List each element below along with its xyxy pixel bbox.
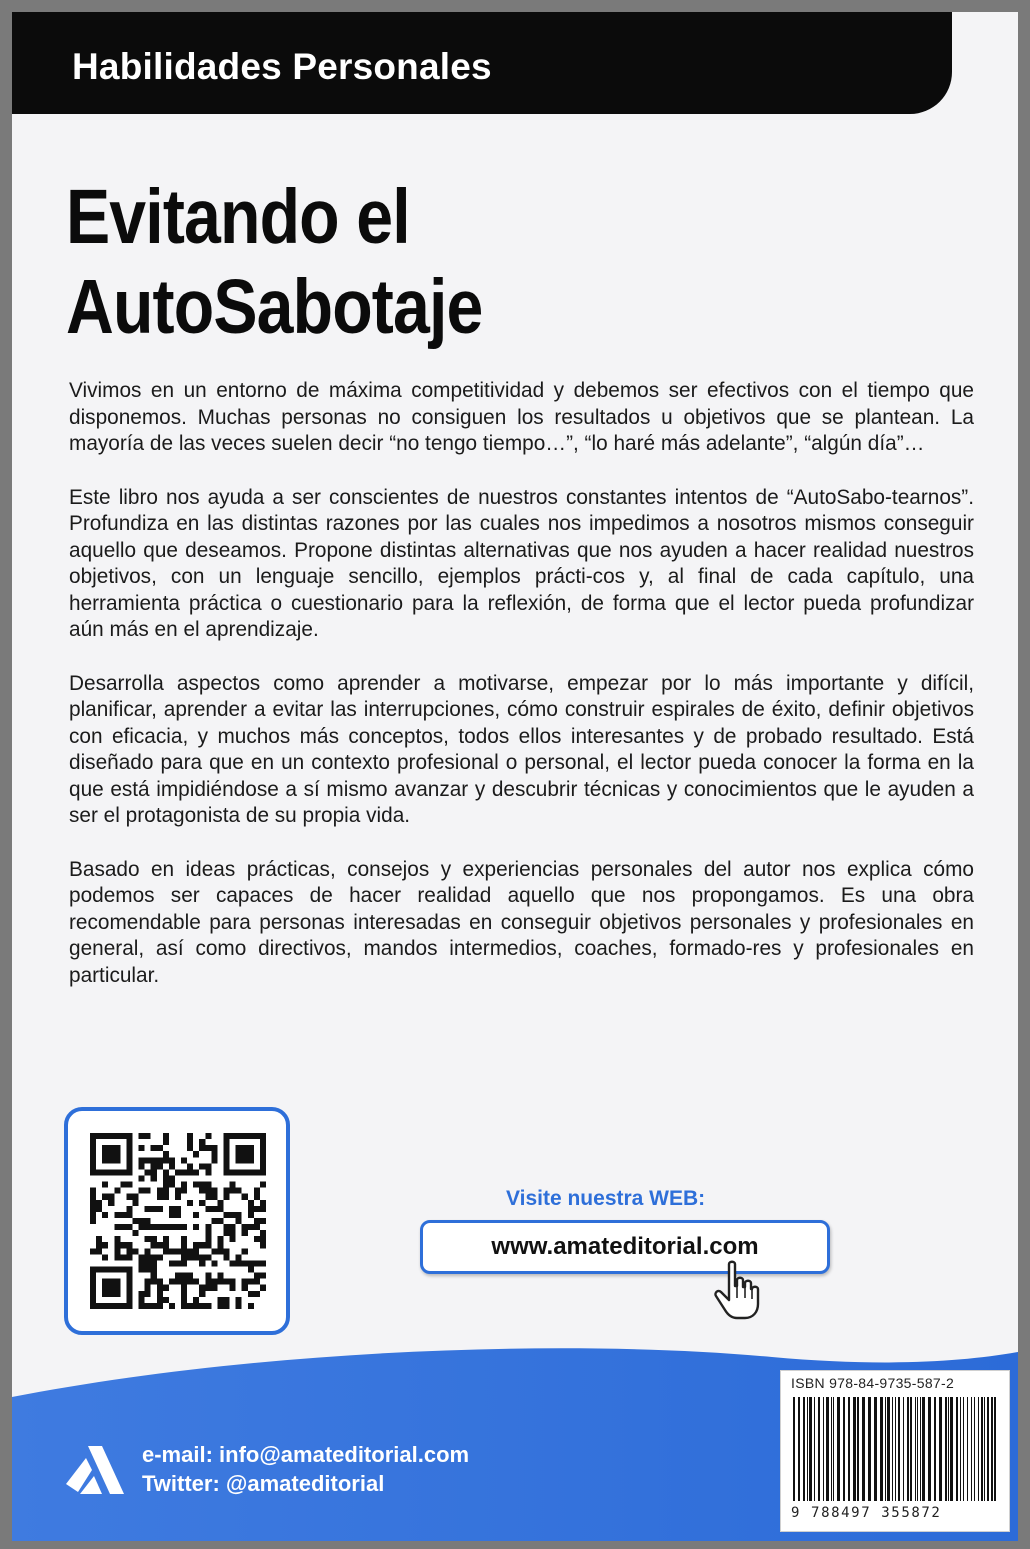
isbn-label: ISBN 978-84-9735-587-2	[791, 1375, 955, 1391]
synopsis-paragraph-1: Vivimos en un entorno de máxima competitividad y debemos ser efectivos con el tiempo que disponemos. Muchas personas no consiguen los resultados u objetivos que se plantean. La mayoría de las veces suelen decir “no tengo tiempo…”, “lo haré más adelante”, “algún día”…	[69, 379, 974, 455]
website-url[interactable]: www.amateditorial.com	[491, 1233, 759, 1260]
book-title-line-2: AutoSabotaje	[66, 264, 483, 350]
book-back-cover	[12, 12, 1018, 1541]
synopsis	[69, 378, 974, 1016]
contact-twitter[interactable]: Twitter: @amateditorial	[142, 1471, 385, 1496]
barcode-digits: 9 788497 355872	[791, 1505, 942, 1521]
isbn-barcode-box	[780, 1370, 1010, 1532]
qr-code-icon[interactable]	[90, 1133, 266, 1309]
amat-logo-icon	[64, 1444, 126, 1502]
synopsis-paragraph-4: Basado en ideas prácticas, consejos y experiencias personales del autor nos explica cómo podemos ser capaces de hacer realidad aquello que nos propongamos. Es una obra recomendable para personas interesadas en conseguir objetivos personales y profesionales en general, así como directivos, mandos intermedios, coaches, formado-res y profesionales en particular.	[69, 857, 974, 987]
barcode-icon	[791, 1397, 999, 1501]
qr-code-frame	[64, 1107, 290, 1335]
series-title: Habilidades Personales	[72, 46, 492, 87]
book-title	[66, 172, 482, 352]
synopsis-paragraph-2: Este libro nos ayuda a ser conscientes de nuestros constantes intentos de “AutoSabo-tearnos”. Profundiza en las distintas razones por las cuales nos impedimos a nosotros mismos conseguir aquello que deseamos. Propone distintas alternativas que nos ayuden a hacer realidad nuestros objetivos, con un lenguaje sencillo, ejemplos prácti-cos y, al final de cada capítulo, una herramienta práctica o cuestionario para la reflexión, de forma que el lector pueda profundizar aún más en el aprendizaje.	[69, 485, 974, 641]
contact-info	[142, 1440, 469, 1498]
series-header-band	[12, 12, 952, 114]
website-link-box[interactable]	[420, 1220, 830, 1274]
book-title-line-1: Evitando el	[66, 174, 410, 260]
synopsis-paragraph-3: Desarrolla aspectos como aprender a motivarse, empezar por lo más importante y difícil, planificar, aprender a evitar las interrupciones, cómo construir espirales de éxito, definir objetivos con eficacia, y muchos más conceptos, todos ellos interesantes y de probado resultado. Está diseñado para que en un contexto profesional o personal, el lector pueda conocer la forma en la que está impidiéndose a sí mismo avanzar y descubrir técnicas y conocimientos que le ayuden a ser el protagonista de su propia vida.	[69, 671, 974, 827]
contact-email[interactable]: e-mail: info@amateditorial.com	[142, 1442, 470, 1467]
visit-web-label: Visite nuestra WEB:	[506, 1187, 706, 1210]
